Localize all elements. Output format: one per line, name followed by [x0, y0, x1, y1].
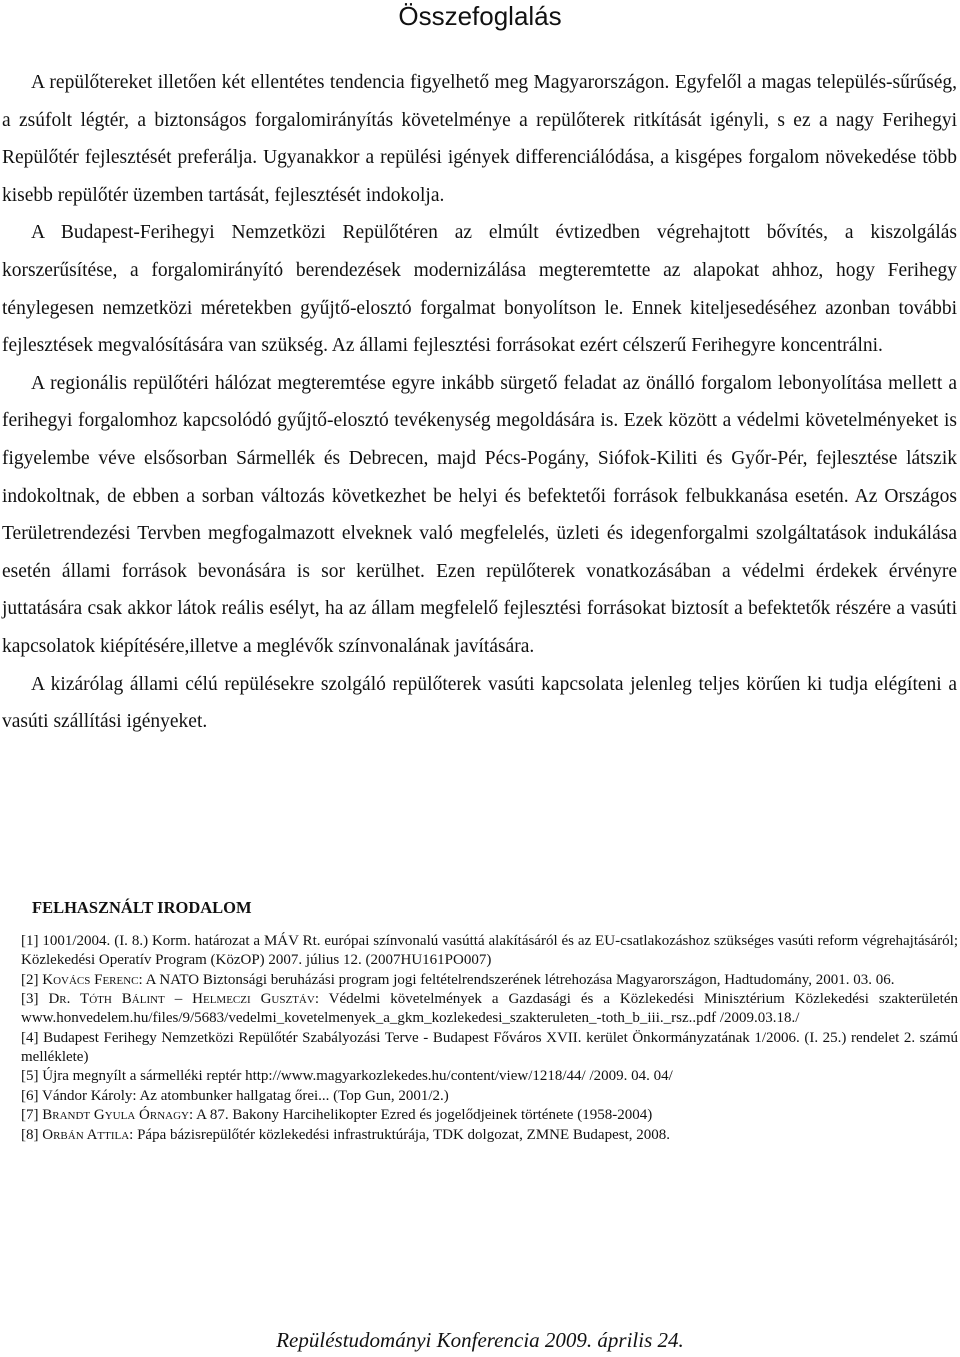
reference-text: : Pápa bázisrepülőtér közlekedési infrastruktúrája, TDK dolgozat, ZMNE Budapest, 2008. — [129, 1126, 670, 1143]
paragraph: A Budapest-Ferihegyi Nemzetközi Repülőtéren az elmúlt évtizedben végrehajtott bővítés, a kiszolgálás korszerűsítése, a forgalomirányító berendezések modernizálása megteremtette az alapokat ahhoz, hogy Ferihegy ténylegesen nemzetközi méretekben gyűjtő-elosztó forgalmat bonyolítson le. Ennek kiteljesedéséhez azonban további fejlesztések megvalósítására van szükség. Az állami fejlesztési forrásokat ezért célszerű Ferihegyre koncentrálni. — [2, 222, 957, 357]
reference-author: Kovács Ferenc — [42, 971, 139, 988]
reference-number: [1] — [21, 933, 39, 949]
page-footer: Repüléstudományi Konferencia 2009. április 24. — [276, 1328, 684, 1352]
reference-author: Orbán Attila — [42, 1126, 130, 1143]
reference-number: [3] — [21, 991, 39, 1007]
summary-body — [2, 64, 957, 741]
reference-author: Dr. Tóth Bálint – Helmeczi Gusztáv — [48, 991, 315, 1007]
reference-number: [4] — [21, 1029, 39, 1046]
reference-item — [21, 932, 958, 970]
reference-text: : A NATO Biztonsági beruházási program jogi feltételrendszerének létrehozása Magyarországon, Hadtudomány, 2001. 03. 06. — [138, 971, 895, 988]
reference-number: [8] — [21, 1126, 39, 1143]
reference-number: [7] — [21, 1107, 39, 1123]
reference-number: [5] — [21, 1068, 39, 1084]
reference-author: Brandt Gyula Órnagy — [42, 1107, 189, 1123]
references-list — [21, 932, 958, 1145]
page-title: Összefoglalás — [398, 1, 562, 31]
reference-item — [21, 1106, 958, 1125]
reference-item — [21, 971, 958, 990]
reference-item — [21, 1029, 958, 1067]
reference-text: : Védelmi követelmények a Gazdasági és a Közlekedési Minisztérium Közlekedési szakterületén www.honvedelem.hu/files/9/5683/vedelmi_kovetelmenyek_a_gkm_kozlekedesi_szakteruleten_-toth_b_iii._rsz..pdf /2009.03.18./ — [21, 991, 958, 1026]
reference-number: [6] — [21, 1087, 39, 1104]
reference-item — [21, 1087, 958, 1106]
reference-number: [2] — [21, 971, 39, 988]
reference-text: Vándor Károly: Az atombunker hallgatag őrei... (Top Gun, 2001/2.) — [41, 1087, 449, 1104]
paragraph: A repülőtereket illetően két ellentétes tendencia figyelhető meg Magyarországon. Egyfelől a magas település-sűrűség, a zsúfolt légtér, a biztonságos forgalomirányítás követelménye a repülőterek ritkítását igényli, s ez a nagy Ferihegyi Repülőtér fejlesztését preferálja. Ugyanakkor a repülési igények differenciálódása, a kisgépes forgalom növekedése több kisebb repülőtér üzemben tartását, fejlesztését indokolja. — [2, 72, 957, 206]
reference-text: 1001/2004. (I. 8.) Korm. határozat a MÁV Rt. európai színvonalú vasúttá alakításáról és az EU-csatlakozáshoz szükséges vasúti reform végrehajtásáról; Közlekedési Operatív Program (KözOP) 2007. július 12. (2007HU161PO007) — [21, 933, 958, 968]
reference-text: Újra megnyílt a sármelléki reptér http://www.magyarkozlekedes.hu/content/view/1218/44/ /2009. 04. 04/ — [42, 1068, 673, 1084]
reference-text: : A 87. Bakony Harcihelikopter Ezred és jogelődjeinek története (1958-2004) — [188, 1107, 653, 1123]
reference-text: Budapest Ferihegy Nemzetközi Repülőtér Szabályozási Terve - Budapest Főváros XVII. kerület Önkormányzatának 1/2006. (I. 25.) rendelet 2. számú melléklete) — [21, 1029, 958, 1065]
reference-item — [21, 990, 958, 1028]
paragraph: A kizárólag állami célú repülésekre szolgáló repülőterek vasúti kapcsolata jelenleg teljes körűen ki tudja elégíteni a vasúti szállítási igényeket. — [2, 673, 957, 733]
paragraph: A regionális repülőtéri hálózat megteremtése egyre inkább sürgető feladat az önálló forgalom lebonyolítása mellett a ferihegyi forgalomhoz kapcsolódó gyűjtő-elosztó tevékenység megoldására is. Ezek között a védelmi követelményeket is figyelembe véve elsősorban Sármellék és Debrecen, majd Pécs-Pogány, Siófok-Kiliti és Győr-Pér, fejlesztése látszik indokoltnak, de ebben a sorban változás következhet be helyi és befektetői források felbukkanása esetén. Az Országos Területrendezési Tervben megfogalmazott elveknek való megfelelés, üzleti és idegenforgalmi szolgáltatások indukálása esetén állami források bevonására is sor kerülhet. Ezen repülőterek vonatkozásában a védelmi érdekek érvényre juttatására csak akkor látok reális esélyt, ha az állam megfelelő fejlesztési forrásokat biztosít a befektetők részére a vasúti kapcsolatok kiépítésére,illetve a meglévők színvonalának javítására. — [2, 372, 957, 657]
reference-item — [21, 1126, 958, 1145]
references-heading: FELHASZNÁLT IRODALOM — [32, 898, 252, 917]
reference-item — [21, 1067, 958, 1086]
